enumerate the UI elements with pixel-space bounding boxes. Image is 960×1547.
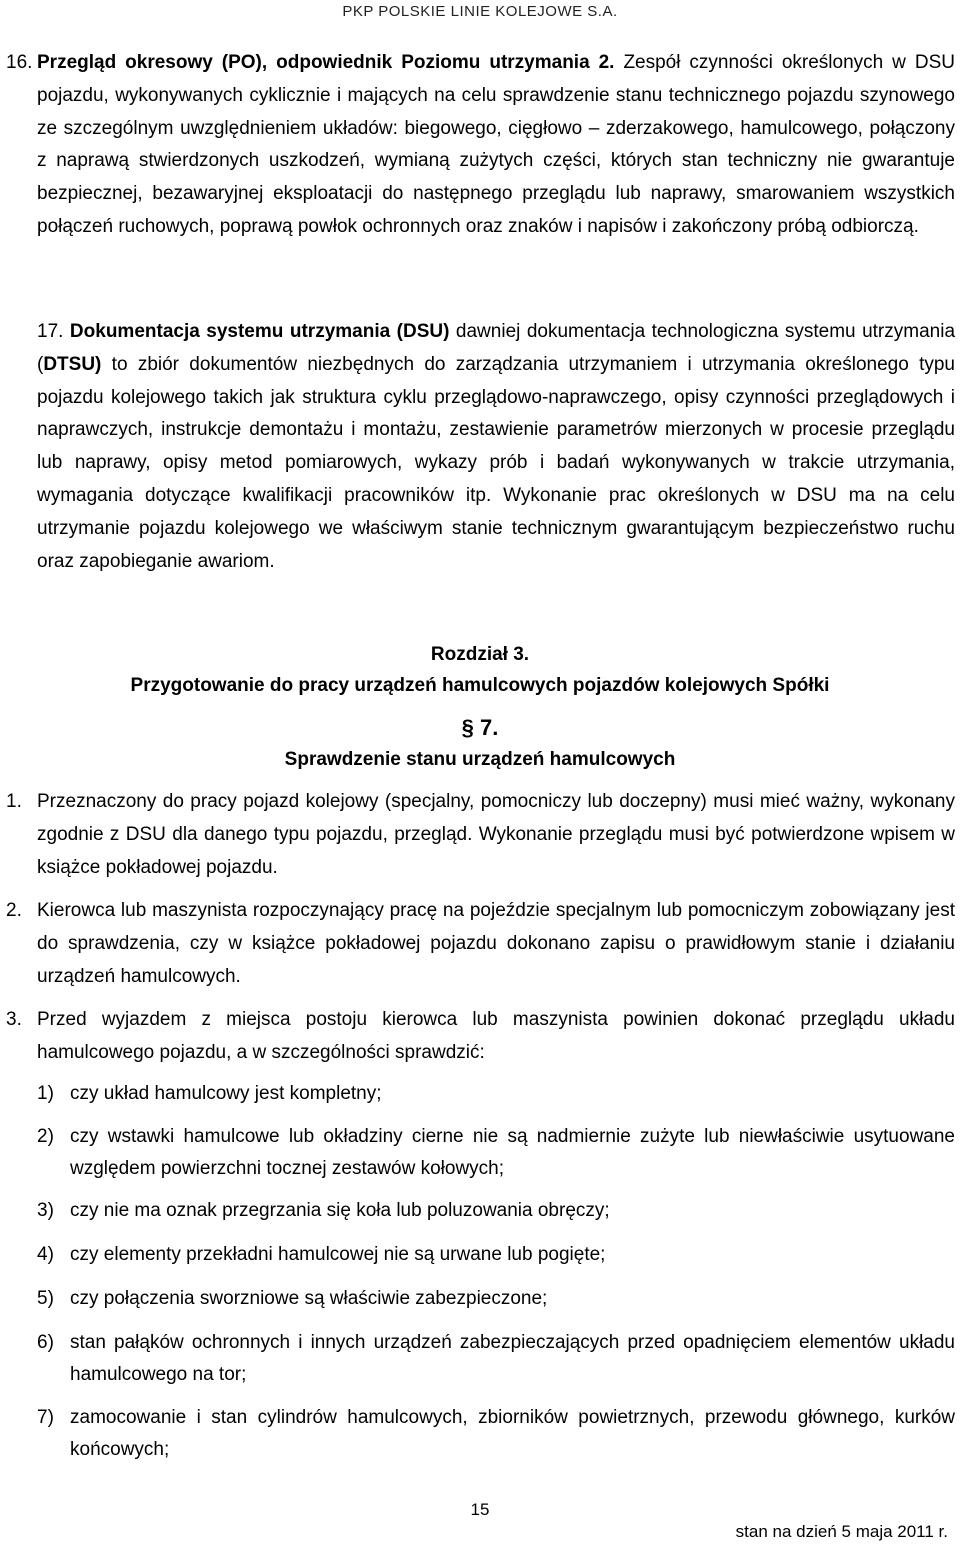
subpoint-3-text: czy nie ma oznak przegrzania się koła lub poluzowania obręczy; xyxy=(70,1200,610,1221)
definition-16 xyxy=(37,47,955,244)
definition-16-number: 16. xyxy=(6,52,33,73)
chapter-title: Przygotowanie do pracy urządzeń hamulcowych pojazdów kolejowych Spółki xyxy=(130,675,830,696)
point-1-text: Przeznaczony do pracy pojazd kolejowy (specjalny, pomocniczy lub doczepny) musi mieć ważny, wykonany zgodnie z DSU dla danego typu pojazdu, przegląd. Wykonanie przeglądu musi być potwierdzone wpisem w książce pokładowej pojazdu. xyxy=(37,791,955,878)
point-1-number: 1. xyxy=(6,791,22,812)
point-2-number: 2. xyxy=(6,900,22,921)
definition-17 xyxy=(37,316,955,578)
subpoint-5-text: czy połączenia sworzniowe są właściwie zabezpieczone; xyxy=(70,1288,548,1309)
point-3-text: Przed wyjazdem z miejsca postoju kierowca lub maszynista powinien dokonać przeglądu układu hamulcowego pojazdu, a w szczególności sprawdzić: xyxy=(37,1009,955,1063)
definition-16-term: Przegląd okresowy (PO), odpowiednik Poziomu utrzymania 2. xyxy=(37,52,615,73)
subpoint-7-number: 7) xyxy=(37,1407,54,1428)
section-number: § 7. xyxy=(461,715,499,740)
running-header: PKP POLSKIE LINIE KOLEJOWE S.A. xyxy=(342,3,618,20)
footer-date: stan na dzień 5 maja 2011 r. xyxy=(735,1522,948,1541)
subpoint-1-text: czy układ hamulcowy jest kompletny; xyxy=(70,1083,382,1104)
point-2-text: Kierowca lub maszynista rozpoczynający pracę na pojeździe specjalnym lub pomocniczym zobowiązany jest do sprawdzenia, czy w książce pokładowej pojazdu dokonano zapisu o prawidłowym stanie i działaniu urządzeń hamulcowych. xyxy=(37,900,955,987)
section-title: Sprawdzenie stanu urządzeń hamulcowych xyxy=(284,749,676,770)
subpoint-6-number: 6) xyxy=(37,1332,54,1353)
subpoint-4-number: 4) xyxy=(37,1244,54,1265)
chapter-label: Rozdział 3. xyxy=(430,644,530,665)
definition-16-text: Zespół czynności określonych w DSU pojazdu, wykonywanych cyklicznie i mających na celu sprawdzenie stanu technicznego pojazdu szynowego ze szczególnym uwzględnieniem układów: biegowego, cięgłowo – zderzakowego, hamulcowego, połączony z naprawą stwierdzonych uszkodzeń, wymianą zużytych części, których stan techniczny nie gwarantuje bezpiecznej, bezawaryjnej eksploatacji do następnego przeglądu lub naprawy, smarowaniem wszystkich połączeń ruchowych, poprawą powłok ochronnych oraz znaków i napisów i zakończony próbą odbiorczą. xyxy=(37,52,955,237)
definition-17-text-a: dawniej dokumentacja technologiczna systemu utrzymania ( xyxy=(37,321,956,375)
definition-17-term-dtsu: DTSU) xyxy=(43,353,102,375)
subpoint-2-text: czy wstawki hamulcowe lub okładziny cierne nie są nadmiernie zużyte lub niewłaściwie usytuowane względem powierzchni tocznej zestawów kołowych; xyxy=(70,1126,955,1179)
subpoint-2-number: 2) xyxy=(37,1126,54,1147)
definition-17-text-b: to zbiór dokumentów niezbędnych do zarządzania utrzymaniem i utrzymania określonego typu pojazdu kolejowego takich jak struktura cyklu przeglądowo-naprawczego, opisy czynności przeglądowych i naprawczych, instrukcje demontażu i montażu, zestawienie parametrów mierzonych w procesie przeglądu lub naprawy, opisy metod pomiarowych, wykazy prób i badań wykonywanych w trakcie utrzymania, wymagania dotyczące kwalifikacji pracowników itp. Wykonanie prac określonych w DSU ma na celu utrzymanie pojazdu kolejowego we właściwym stanie technicznym gwarantującym bezpieczeństwo ruchu oraz zapobieganie awariom. xyxy=(37,353,955,572)
subpoint-3-number: 3) xyxy=(37,1200,54,1221)
definition-17-term: Dokumentacja systemu utrzymania (DSU) xyxy=(69,321,450,342)
subpoint-4-text: czy elementy przekładni hamulcowej nie są urwane lub pogięte; xyxy=(70,1244,606,1265)
subpoint-1-number: 1) xyxy=(37,1083,54,1104)
page-number: 15 xyxy=(470,1500,490,1519)
subpoint-6-text: stan pałąków ochronnych i innych urządzeń zabezpieczających przed opadnięciem elementów układu hamulcowego na tor; xyxy=(70,1332,955,1385)
definition-17-number: 17. xyxy=(37,321,64,342)
subpoint-7-text: zamocowanie i stan cylindrów hamulcowych, zbiorników powietrznych, przewodu głównego, kurków końcowych; xyxy=(70,1407,955,1460)
subpoint-5-number: 5) xyxy=(37,1288,54,1309)
point-3-number: 3. xyxy=(6,1009,22,1030)
